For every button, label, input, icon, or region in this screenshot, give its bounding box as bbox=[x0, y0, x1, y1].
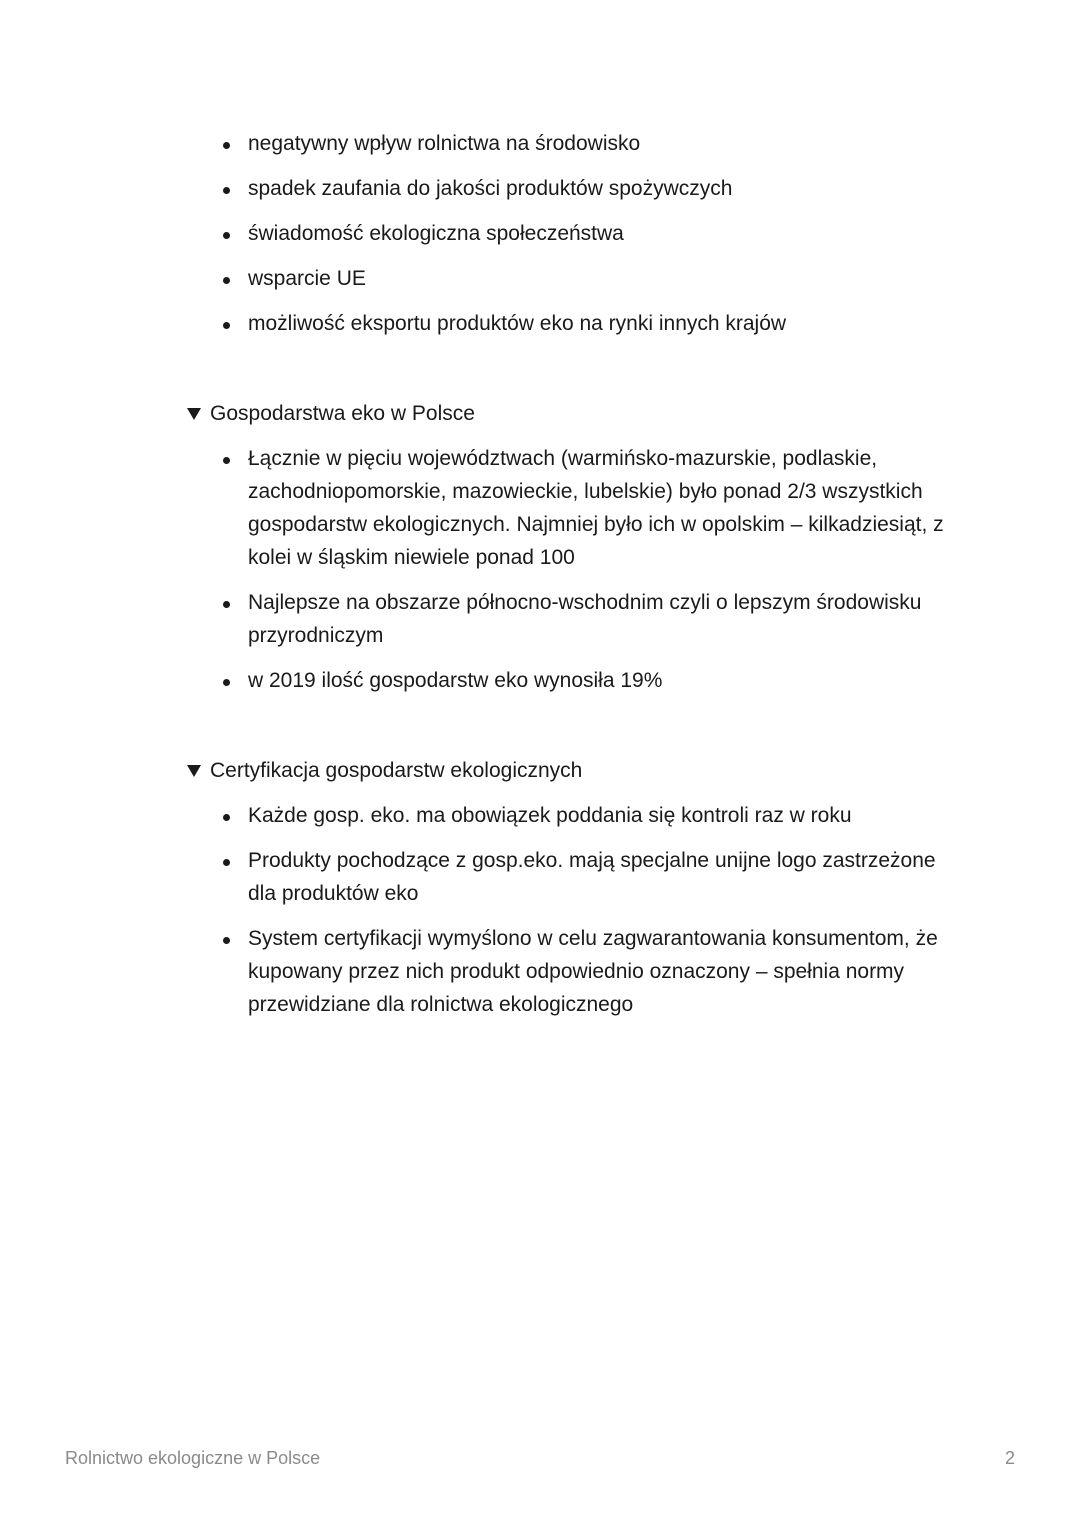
bullet-icon bbox=[223, 322, 230, 329]
footer-page-number: 2 bbox=[1004, 1448, 1015, 1468]
list-item bbox=[248, 172, 968, 205]
list-item bbox=[248, 262, 968, 295]
list-item-text: negatywny wpływ rolnictwa na środowisko bbox=[248, 132, 641, 155]
list-item bbox=[248, 442, 968, 574]
toggle-certyfikacja[interactable] bbox=[185, 754, 985, 787]
list-item-text: Najlepsze na obszarze północno-wschodnim czyli o lepszym środowisku przyrodniczym bbox=[248, 591, 922, 647]
bullet-icon bbox=[223, 814, 230, 821]
list-item bbox=[248, 844, 968, 910]
bullet-icon bbox=[223, 277, 230, 284]
list-item-text: spadek zaufania do jakości produktów spożywczych bbox=[248, 177, 733, 200]
list-item-text: Łącznie w pięciu województwach (warmińsko-mazurskie, podlaskie, zachodniopomorskie, mazowieckie, lubelskie) było ponad 2/3 wszystkich gospodarstw ekologicznych. Najmniej było ich w opolskim – kilkadziesiąt, z kolei w śląskim niewiele ponad 100 bbox=[248, 447, 944, 569]
list-item-text: możliwość eksportu produktów eko na rynki innych krajów bbox=[248, 312, 787, 335]
list-item-text: wsparcie UE bbox=[248, 267, 366, 290]
list-item bbox=[248, 127, 968, 160]
bullet-icon bbox=[223, 679, 230, 686]
list-item bbox=[248, 586, 968, 652]
list-item-text: System certyfikacji wymyślono w celu zagwarantowania konsumentom, że kupowany przez nich produkt odpowiednio oznaczony – spełnia normy przewidziane dla rolnictwa ekologicznego bbox=[248, 927, 938, 1016]
list-item bbox=[248, 922, 968, 1021]
certyfikacja-bullet-list bbox=[185, 799, 985, 1021]
list-item-text: Produkty pochodzące z gosp.eko. mają specjalne unijne logo zastrzeżone dla produktów eko bbox=[248, 849, 936, 905]
footer-document-title: Rolnictwo ekologiczne w Polsce bbox=[65, 1448, 321, 1468]
list-item bbox=[248, 217, 968, 250]
bullet-icon bbox=[223, 937, 230, 944]
list-item-text: świadomość ekologiczna społeczeństwa bbox=[248, 222, 624, 245]
bullet-icon bbox=[223, 859, 230, 866]
toggle-title: Gospodarstwa eko w Polsce bbox=[210, 402, 475, 425]
toggle-gospodarstwa-eko[interactable] bbox=[185, 397, 985, 430]
triangle-down-icon[interactable] bbox=[187, 408, 201, 420]
list-item bbox=[248, 799, 968, 832]
list-item bbox=[248, 307, 968, 340]
gospodarstwa-bullet-list bbox=[185, 442, 985, 697]
triangle-down-icon[interactable] bbox=[187, 765, 201, 777]
page-content bbox=[185, 127, 985, 1033]
bullet-icon bbox=[223, 601, 230, 608]
bullet-icon bbox=[223, 232, 230, 239]
list-item-text: Każde gosp. eko. ma obowiązek poddania się kontroli raz w roku bbox=[248, 804, 852, 827]
intro-bullet-list bbox=[185, 127, 985, 340]
list-item bbox=[248, 664, 968, 697]
list-item-text: w 2019 ilość gospodarstw eko wynosiła 19% bbox=[248, 669, 663, 692]
toggle-title: Certyfikacja gospodarstw ekologicznych bbox=[210, 759, 583, 782]
bullet-icon bbox=[223, 187, 230, 194]
bullet-icon bbox=[223, 457, 230, 464]
bullet-icon bbox=[223, 142, 230, 149]
